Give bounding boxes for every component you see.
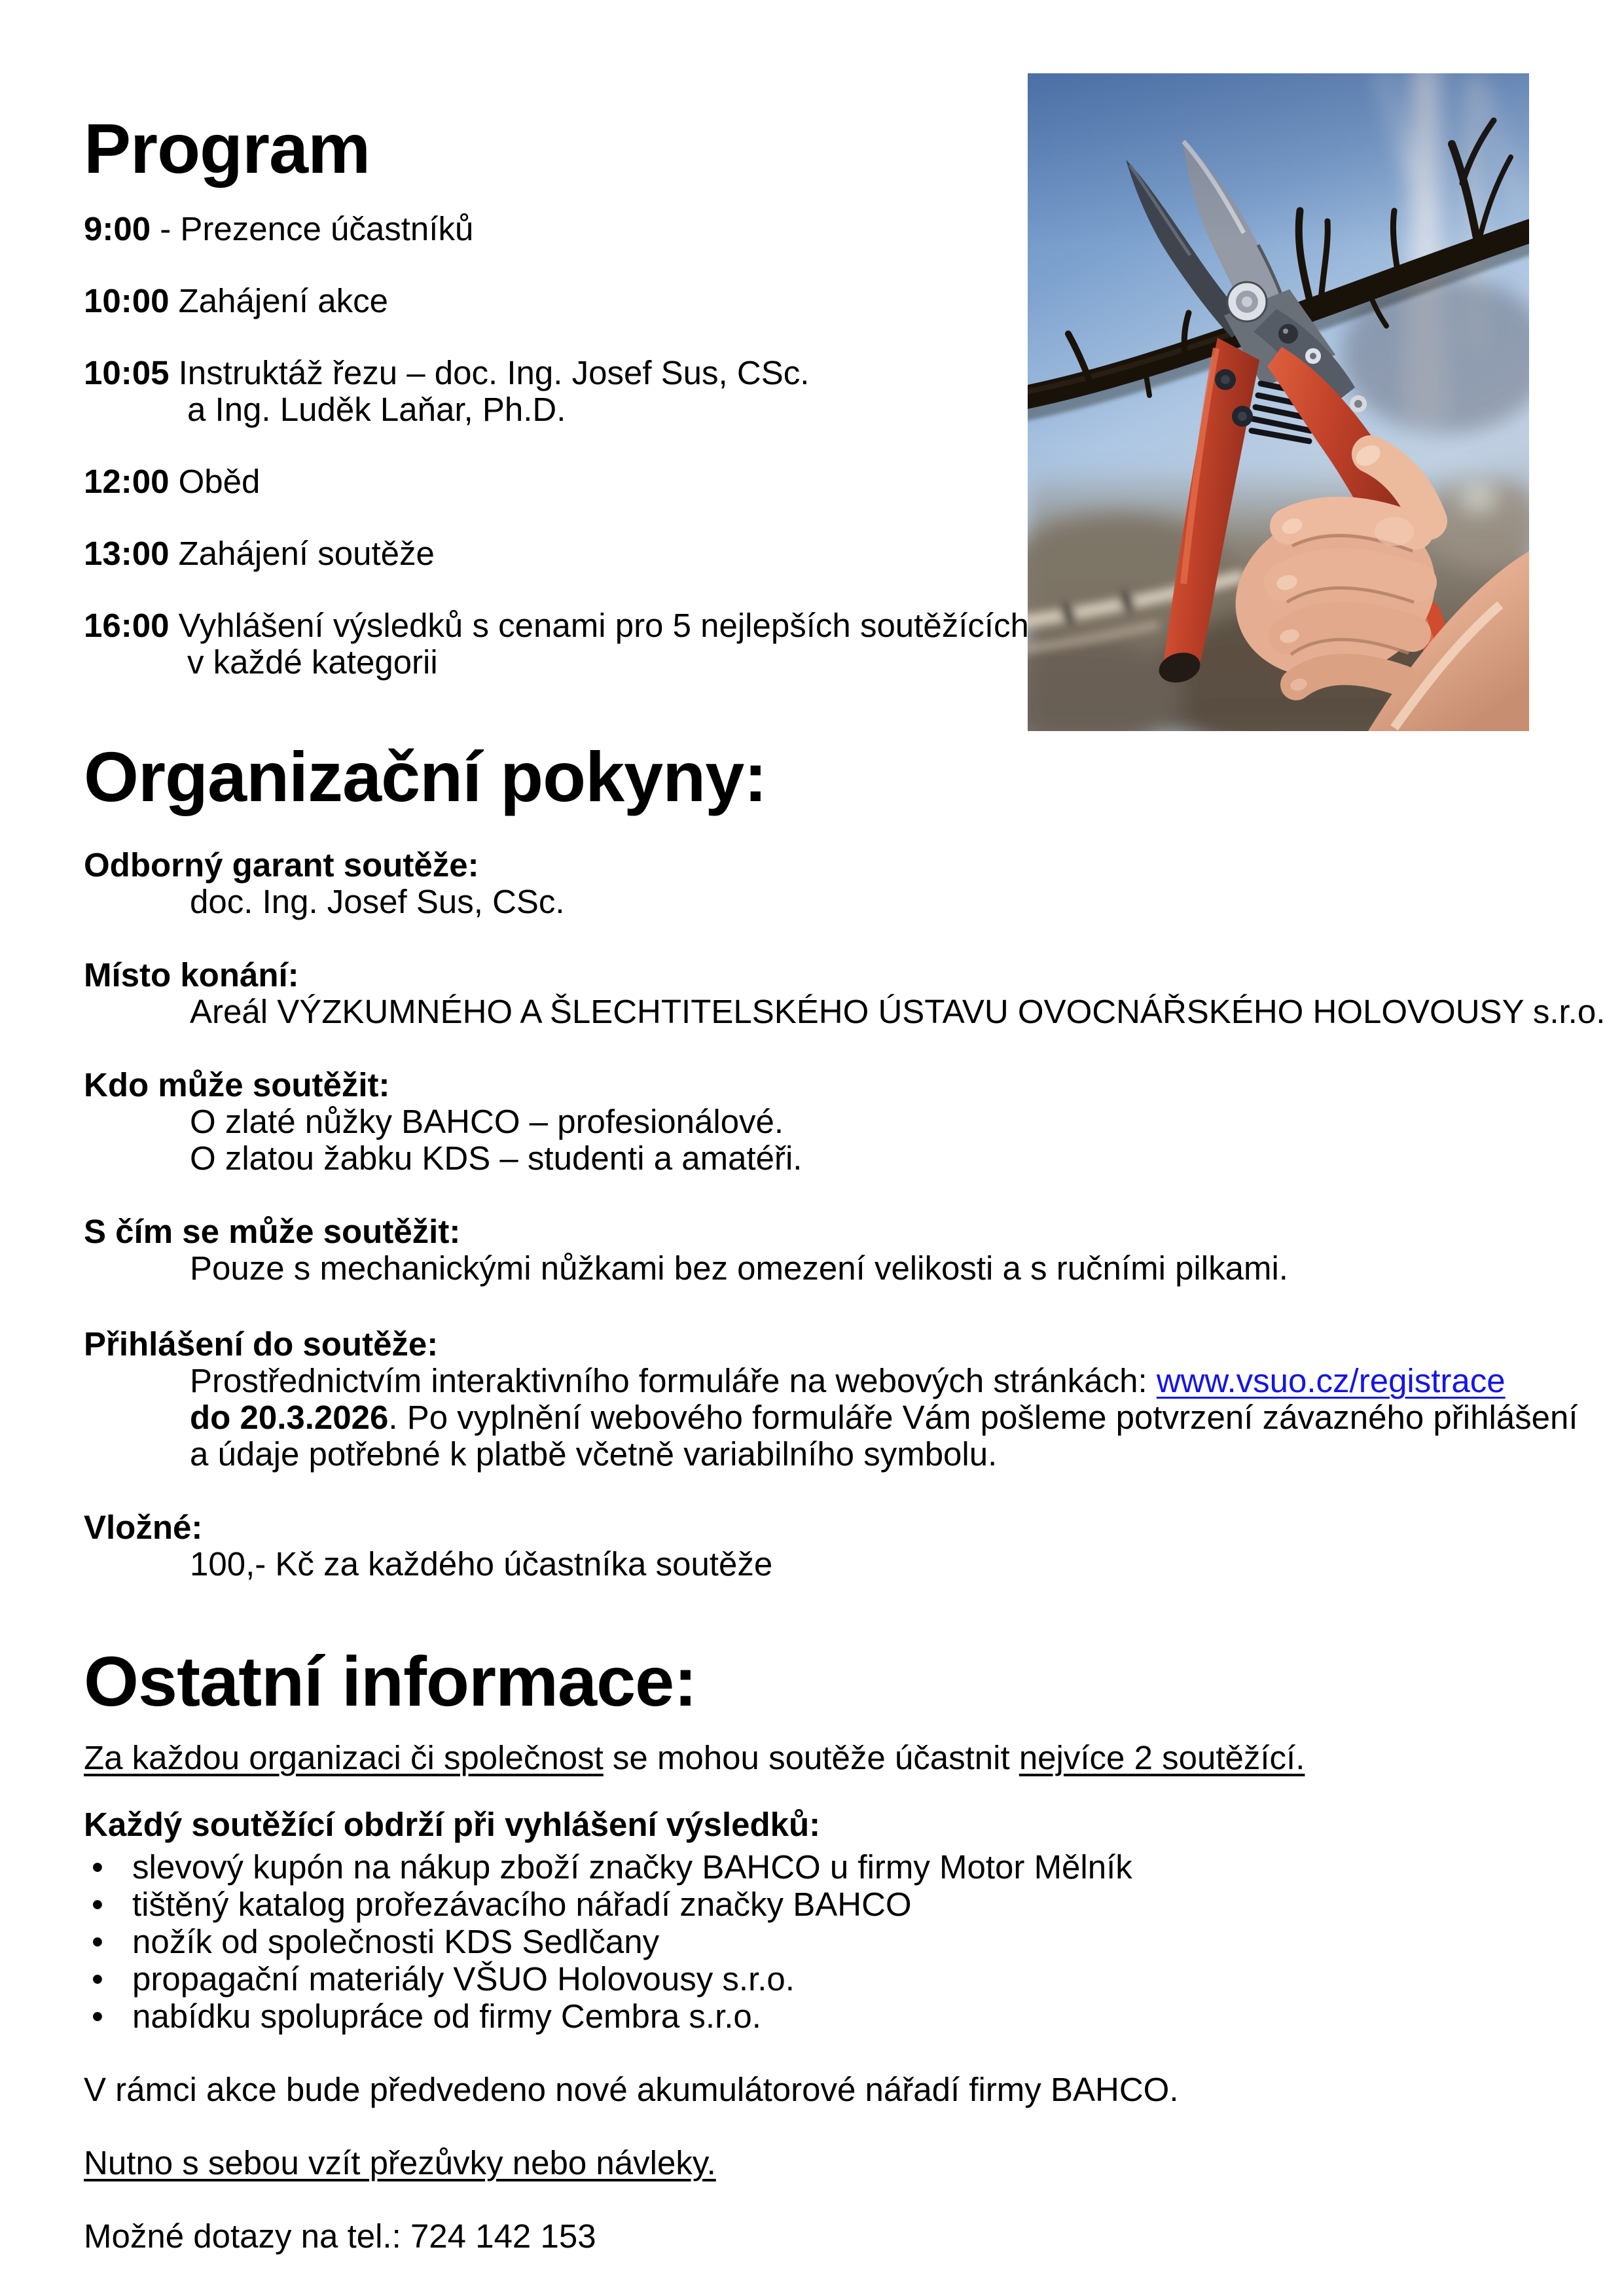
schedule-item xyxy=(84,355,1604,428)
schedule-text: - Prezence účastníků xyxy=(151,210,474,247)
prize-text: nožík od společnosti KDS Sedlčany xyxy=(132,1923,660,1960)
place-section xyxy=(84,957,1604,1030)
registration-link[interactable]: www.vsuo.cz/registrace xyxy=(1156,1362,1506,1399)
garant-value: doc. Ing. Josef Sus, CSc. xyxy=(190,883,565,920)
schedule-time: 13:00 xyxy=(84,535,170,572)
prize-text: tištěný katalog prořezávacího nářadí značky BAHCO xyxy=(132,1886,912,1923)
registration-text: a údaje potřebné k platbě včetně variabilního symbolu. xyxy=(190,1435,998,1473)
fee-value: 100,- Kč za každého účastníka soutěže xyxy=(190,1545,773,1583)
schedule-item xyxy=(84,607,1604,681)
participation-limit-note xyxy=(84,1740,1604,1776)
bullet-icon: • xyxy=(92,1923,103,1960)
bullet-icon: • xyxy=(92,1960,103,1998)
schedule-text-line2: a Ing. Luděk Laňar, Ph.D. xyxy=(187,391,566,428)
prize-text: propagační materiály VŠUO Holovousy s.r.o. xyxy=(132,1960,795,1998)
schedule-item xyxy=(84,283,1604,319)
prize-text: slevový kupón na nákup zboží značky BAHCO u firmy Motor Mělník xyxy=(132,1848,1132,1886)
list-item xyxy=(84,1998,1604,2035)
tools-label: S čím se může soutěžit: xyxy=(84,1213,461,1250)
registration-label: Přihlášení do soutěže: xyxy=(84,1325,439,1363)
limit-underlined-2: nejvíce 2 soutěžící. xyxy=(1019,1739,1305,1776)
garant-section xyxy=(84,847,1604,920)
registration-deadline: do 20.3.2026 xyxy=(190,1399,389,1436)
program-heading: Program xyxy=(84,109,370,188)
schedule-time: 10:05 xyxy=(84,354,170,391)
schedule-text: Oběd xyxy=(169,463,261,500)
tools-section xyxy=(84,1213,1604,1287)
limit-middle: se mohou soutěže účastnit xyxy=(603,1739,1019,1776)
list-item xyxy=(84,1923,1604,1960)
fee-section xyxy=(84,1509,1604,1583)
registration-section xyxy=(84,1326,1604,1473)
who-line2: O zlatou žabku KDS – studenti a amatéři. xyxy=(190,1139,803,1177)
schedule-text-line2: v každé kategorii xyxy=(187,643,438,681)
schedule-text: Zahájení soutěže xyxy=(169,535,435,572)
prizes-label: Každý soutěžící obdrží při vyhlášení výsledků: xyxy=(84,1806,821,1843)
demo-note: V rámci akce bude předvedeno nové akumulátorové nářadí firmy BAHCO. xyxy=(84,2071,1179,2108)
place-label: Místo konání: xyxy=(84,956,299,994)
schedule-time: 9:00 xyxy=(84,210,151,247)
document-content xyxy=(84,0,1604,2255)
org-heading: Organizační pokyny: xyxy=(84,737,767,816)
schedule-item xyxy=(84,211,1604,247)
bullet-icon: • xyxy=(92,1886,103,1923)
schedule-time: 16:00 xyxy=(84,607,170,644)
garant-label: Odborný garant soutěže: xyxy=(84,846,479,884)
who-line1: O zlaté nůžky BAHCO – profesionálové. xyxy=(190,1103,784,1140)
registration-text: . Po vyplnění webového formuláře Vám pošleme potvrzení závazného přihlášení xyxy=(388,1399,1578,1436)
contact-note: Možné dotazy na tel.: 724 142 153 xyxy=(84,2217,596,2255)
schedule-text: Instruktáž řezu – doc. Ing. Josef Sus, CSc. xyxy=(169,354,810,391)
list-item xyxy=(84,1960,1604,1998)
schedule-item xyxy=(84,535,1604,572)
bullet-icon: • xyxy=(92,1998,103,2035)
schedule-time: 12:00 xyxy=(84,463,170,500)
registration-text: Prostřednictvím interaktivního formuláře na webových stránkách: xyxy=(190,1362,1157,1399)
footwear-note: Nutno s sebou vzít přezůvky nebo návleky. xyxy=(84,2144,716,2181)
tools-value: Pouze s mechanickými nůžkami bez omezení velikosti a s ručními pilkami. xyxy=(190,1249,1288,1287)
who-label: Kdo může soutěžit: xyxy=(84,1066,390,1103)
limit-underlined-1: Za každou organizaci či společnost xyxy=(84,1739,604,1776)
prize-text: nabídku spolupráce od firmy Cembra s.r.o. xyxy=(132,1998,761,2035)
schedule-item xyxy=(84,463,1604,500)
schedule-text: Zahájení akce xyxy=(169,282,388,319)
list-item xyxy=(84,1848,1604,1886)
prizes-list xyxy=(84,1848,1604,2035)
fee-label: Vložné: xyxy=(84,1509,203,1546)
place-value: Areál VÝZKUMNÉHO A ŠLECHTITELSKÉHO ÚSTAVU OVOCNÁŘSKÉHO HOLOVOUSY s.r.o. xyxy=(190,993,1606,1030)
other-heading: Ostatní informace: xyxy=(84,1641,697,1721)
schedule-time: 10:00 xyxy=(84,282,170,319)
list-item xyxy=(84,1886,1604,1923)
schedule-text: Vyhlášení výsledků s cenami pro 5 nejlepších soutěžících xyxy=(169,607,1029,644)
who-section xyxy=(84,1067,1604,1177)
bullet-icon: • xyxy=(92,1848,103,1886)
